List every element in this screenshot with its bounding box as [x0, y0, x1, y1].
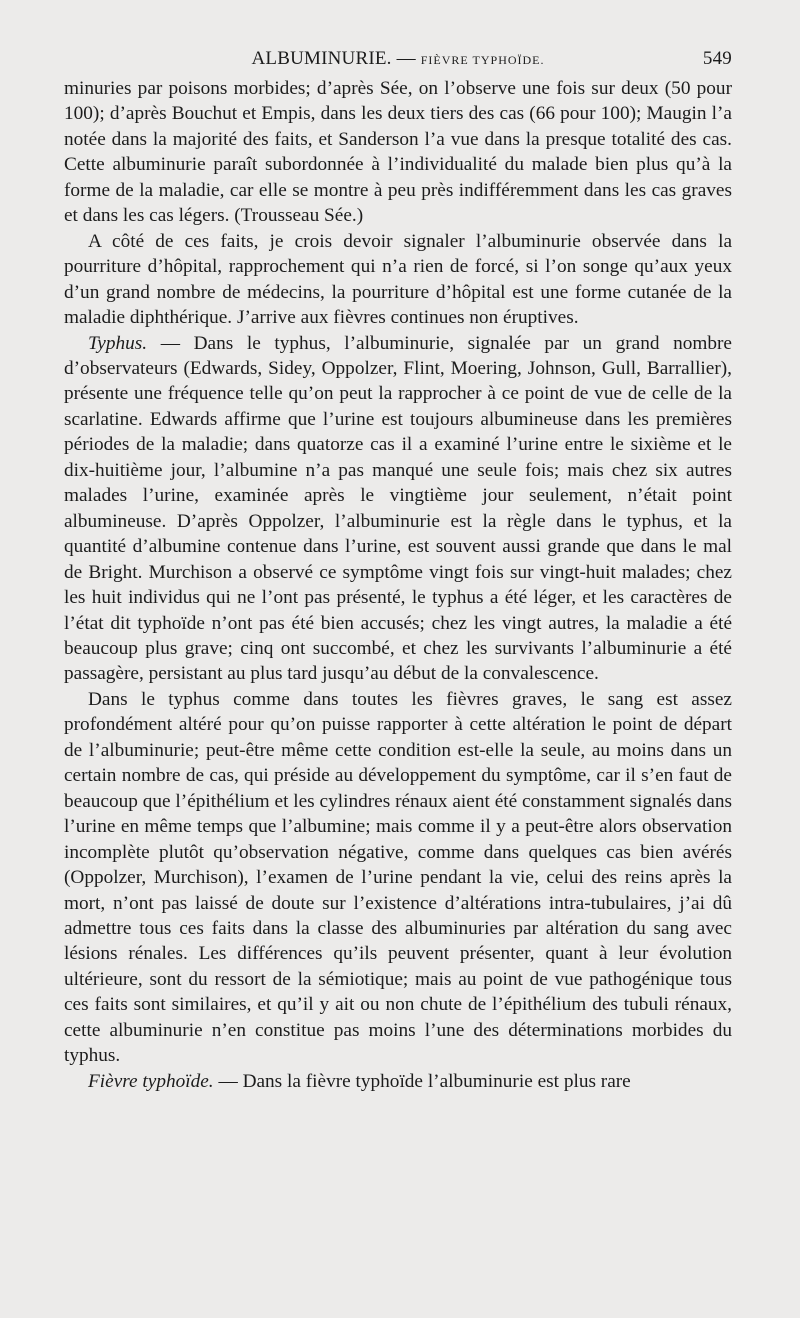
paragraph-typhus [64, 331, 732, 687]
paragraph-text: minuries par poisons morbides; d’après Sée, on l’observe une fois sur deux (50 pour 100); d’après Bouchut et Empis, dans les deux tiers des cas (66 pour 100); Maugin l’a notée dans la majorité des faits, et Sanderson l’a vue dans la presque totalité des cas. Cette albuminurie paraît subordonnée à l’individualité du malade bien plus qu’à la forme de la maladie, car elle se montre à peu près indifféremment dans les cas graves et dans les cas légers. (Trousseau Sée.) [64, 78, 732, 227]
running-head-title: ALBUMINURIE. [251, 48, 392, 69]
paragraph-text: A côté de ces faits, je crois devoir signaler l’albuminurie observée dans la pourriture d’hôpital, rapprochement qui n’a rien de forcé, si l’on songe qu’aux yeux d’un grand nombre de médecins, la pourriture d’hôpital est une forme cutanée de la maladie diphthérique. J’arrive aux fièvres continues non éruptives. [64, 230, 732, 329]
paragraph-continuation [64, 76, 732, 229]
paragraph [64, 229, 732, 331]
paragraph-text: — Dans le typhus, l’albuminurie, signalée par un grand nombre d’observateurs (Edwards, Sidey, Oppolzer, Flint, Moering, Johnson, Gull, Barrallier), présente une fréquence telle qu’on peut la rapprocher à ce point de vue de celle de la scarlatine. Edwards affirme que l’urine est toujours albumineuse dans les premières périodes de la maladie; dans quatorze cas il a examiné l’urine entre le sixième et le dix-huitième jour, l’albumine n’a pas manqué une seule fois; mais chez six autres malades l’urine, examinée après le vingtième jour seulement, n’était point albumineuse. D’après Oppolzer, l’albuminurie est la règle dans le typhus, et la quantité d’albumine contenue dans l’urine, est souvent aussi grande que dans le mal de Bright. Murchison a observé ce symptôme vingt fois sur vingt-huit malades; chez les huit individus qui ne l’ont pas présenté, le typhus a été léger, et les caractères de l’état dit typhoïde n’ont pas été bien accusés; chez les vingt autres, la maladie a été beaucoup plus grave; cinq ont succombé, et chez les survivants l’albuminurie a été passagère, persistant au plus tard jusqu’au début de la convalescence. [64, 332, 732, 685]
running-head-separator: — [391, 48, 421, 69]
running-head-subtitle: FIÈVRE TYPHOÏDE. [420, 53, 545, 67]
section-lead-typhus: Typhus. [88, 332, 148, 354]
body-text [64, 76, 732, 1094]
book-page [64, 44, 732, 1094]
paragraph-fievre-typhoide [64, 1069, 732, 1094]
paragraph [64, 687, 732, 1069]
paragraph-text: Dans le typhus comme dans toutes les fièvres graves, le sang est assez profondément altéré pour qu’on puisse rapporter à cette altération le point de départ de l’albuminurie; peut-être même cette condition est-elle la seule, au moins dans un certain nombre de cas, qui préside au développement du symptôme, car il s’en faut de beaucoup que l’épithélium et les cylindres rénaux aient été constamment signalés dans l’urine en même temps que l’albumine; mais comme il y a peut-être alors observation incomplète plutôt qu’observation négative, comme dans quelques cas bien avérés (Oppolzer, Murchison), l’examen de l’urine pendant la vie, celui des reins après la mort, n’ont pas laissé de doute sur l’existence d’altérations intra-tubulaires, j’ai dû admettre tous ces faits dans la classe des albuminuries par altération du sang avec lésions rénales. Les différences qu’ils peuvent présenter, quant à leur évolution ultérieure, sont du ressort de la sémiotique; mais au point de vue pathogénique tous ces faits sont similaires, et qu’il y ait ou non chute de l’épithélium des tubuli rénaux, cette albuminurie n’en constitue pas moins l’une des déterminations morbides du typhus. [64, 688, 732, 1067]
section-lead-fievre-typhoide: Fièvre typhoïde. [88, 1070, 214, 1092]
running-head [64, 44, 732, 74]
page-number: 549 [702, 48, 732, 69]
paragraph-text: — Dans la fièvre typhoïde l’albuminurie est plus rare [213, 1070, 631, 1092]
